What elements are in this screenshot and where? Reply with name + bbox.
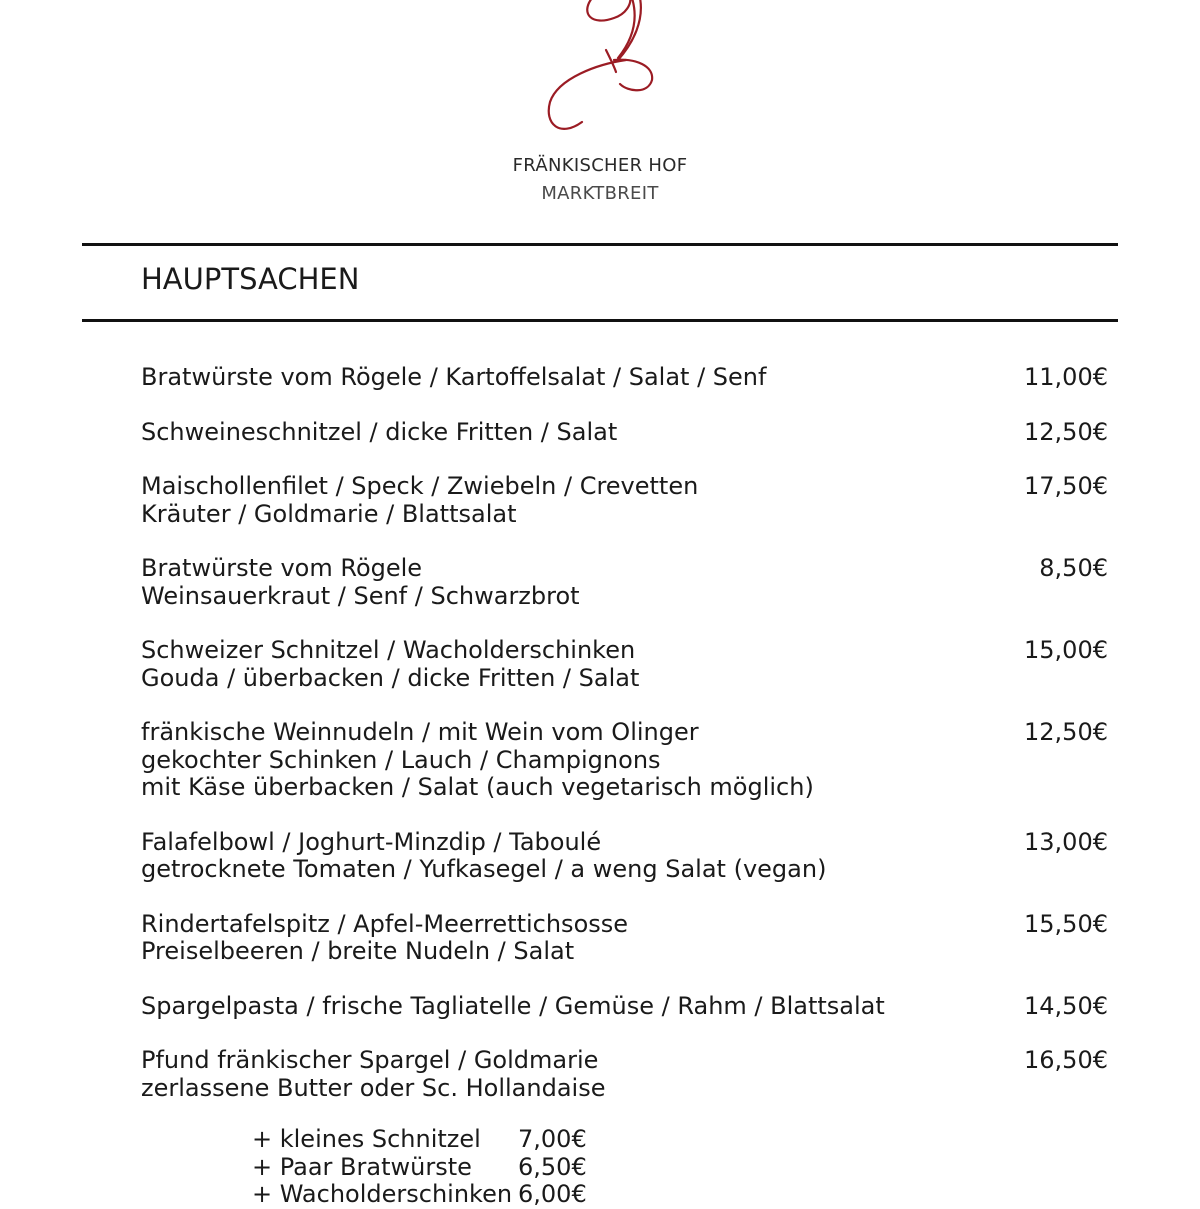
extra-item-label: + Wacholderschinken — [252, 1180, 513, 1208]
menu-item — [141, 473, 1116, 528]
menu-item-line: Rindertafelspitz / Apfel-Meerrettichsosse — [141, 909, 629, 938]
menu-item — [141, 1047, 1116, 1102]
menu-item-line: Schweizer Schnitzel / Wacholderschinken — [141, 636, 636, 664]
restaurant-logo — [540, 0, 660, 140]
menu-item — [141, 637, 1116, 692]
menu-item-line: Weinsauerkraut / Senf / Schwarzbrot — [141, 581, 580, 610]
menu-item-line: Kräuter / Goldmarie / Blattsalat — [141, 499, 517, 528]
restaurant-name: FRÄNKISCHER HOF — [512, 155, 688, 176]
menu-item-line: Gouda / überbacken / dicke Fritten / Salat — [141, 663, 640, 692]
extra-item-price: 6,50€ — [518, 1152, 587, 1181]
extra-item-price: 7,00€ — [518, 1125, 587, 1153]
extra-item-label: + Paar Bratwürste — [252, 1152, 472, 1181]
extra-item-label: + kleines Schnitzel — [252, 1125, 481, 1153]
menu-item-line: Schweineschnitzel / dicke Fritten / Salat — [141, 417, 618, 446]
menu-item — [141, 555, 1116, 610]
menu-item-line: Maischollenfilet / Speck / Zwiebeln / Crevetten — [141, 472, 699, 500]
menu-item — [141, 911, 1116, 966]
menu-item — [141, 364, 1116, 392]
menu-item — [141, 419, 1116, 447]
menu-item — [141, 719, 1116, 802]
menu-item-price: 12,50€ — [1024, 718, 1108, 746]
extra-item-price: 6,00€ — [518, 1180, 587, 1208]
menu-item-price: 15,50€ — [1024, 909, 1108, 938]
menu-item-price: 13,00€ — [1024, 827, 1108, 856]
menu-item-line: fränkische Weinnudeln / mit Wein vom Olinger — [141, 718, 699, 746]
menu-item-line: Pfund fränkischer Spargel / Goldmarie — [141, 1046, 599, 1074]
menu-item-line: Bratwürste vom Rögele — [141, 554, 423, 582]
menu-item — [141, 993, 1116, 1021]
section-title: HAUPTSACHEN — [141, 262, 360, 296]
menu-item-price: 8,50€ — [1039, 554, 1108, 582]
menu-item-line: mit Käse überbacken / Salat (auch vegetarisch möglich) — [141, 773, 814, 801]
menu-item-price: 11,00€ — [1024, 363, 1108, 391]
menu-item-price: 17,50€ — [1024, 472, 1108, 500]
divider-top — [82, 243, 1118, 246]
menu-item-line: Bratwürste vom Rögele / Kartoffelsalat / Salat / Senf — [141, 363, 767, 391]
menu-item-line: getrocknete Tomaten / Yufkasegel / a weng Salat (vegan) — [141, 855, 827, 883]
menu-item-line: Falafelbowl / Joghurt-Minzdip / Taboulé — [141, 827, 602, 856]
extra-item — [252, 1154, 587, 1182]
extra-item — [252, 1181, 587, 1209]
menu-item-price: 16,50€ — [1024, 1046, 1108, 1074]
menu-item-price: 14,50€ — [1024, 991, 1108, 1020]
menu-item-line: Preiselbeeren / breite Nudeln / Salat — [141, 937, 575, 965]
menu-item-line: gekochter Schinken / Lauch / Champignons — [141, 745, 661, 774]
menu-item-line: Spargelpasta / frische Tagliatelle / Gemüse / Rahm / Blattsalat — [141, 991, 885, 1020]
menu-item-price: 15,00€ — [1024, 636, 1108, 664]
restaurant-city: MARKTBREIT — [541, 183, 659, 204]
extras-list — [252, 1126, 587, 1209]
menu-list — [141, 364, 1116, 1129]
extra-item — [252, 1126, 587, 1154]
menu-item — [141, 829, 1116, 884]
menu-item-line: zerlassene Butter oder Sc. Hollandaise — [141, 1073, 606, 1102]
menu-item-price: 12,50€ — [1024, 417, 1108, 446]
divider-bottom — [82, 319, 1118, 322]
